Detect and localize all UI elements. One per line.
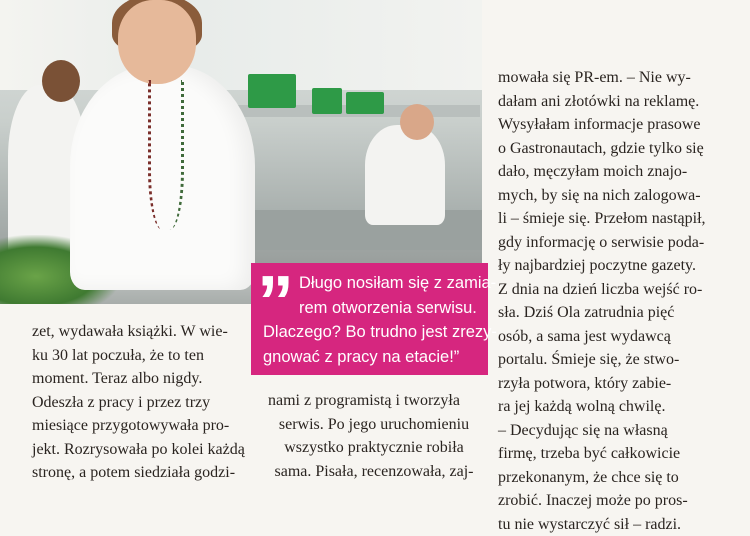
- text-line: przekonanym, że chce się to: [498, 466, 712, 490]
- quote-mark-icon: ”: [257, 265, 288, 339]
- pull-quote-line: rem otworzenia serwisu.: [263, 296, 482, 321]
- text-line: li – śmieje się. Przełom nastąpił,: [498, 207, 712, 231]
- article-column-right: [498, 66, 712, 536]
- text-line: – Decydując się na własną: [498, 419, 712, 443]
- pull-quote: [251, 263, 488, 375]
- pull-quote-line: gnować z pracy na etacie!”: [263, 345, 482, 370]
- text-line: Wysyłałam informacje prasowe: [498, 113, 712, 137]
- pull-quote-text: [263, 271, 482, 369]
- article-column-middle: [268, 389, 480, 483]
- chef-right: [365, 125, 445, 225]
- green-container: [312, 88, 342, 114]
- pull-quote-line: Dlaczego? Bo trudno jest zrezy-: [263, 320, 482, 345]
- text-line: mowała się PR-em. – Nie wy-: [498, 66, 712, 90]
- article-column-left: [32, 320, 244, 485]
- text-line: firmę, trzeba być całkowicie: [498, 442, 712, 466]
- text-line: dałam ani złotówki na reklamę.: [498, 90, 712, 114]
- text-line: ku 30 lat poczuła, że to ten: [32, 344, 244, 368]
- woman-face: [118, 0, 196, 84]
- text-line: ły najbardziej poczytne gazety.: [498, 254, 712, 278]
- text-line: rzyła potwora, który zabie-: [498, 372, 712, 396]
- green-container: [248, 74, 296, 108]
- pull-quote-line: Długo nosiłam się z zamia-: [263, 271, 482, 296]
- text-line: Z dnia na dzień liczba wejść ro-: [498, 278, 712, 302]
- text-line: wszystko praktycznie robiła: [268, 436, 480, 460]
- text-line: ra jej każdą wolną chwilę.: [498, 395, 712, 419]
- necklace: [148, 80, 184, 230]
- text-line: sama. Pisała, recenzowała, zaj-: [268, 460, 480, 484]
- text-line: zrobić. Inaczej może po pros-: [498, 489, 712, 513]
- chef-right-head: [400, 104, 434, 140]
- text-line: portalu. Śmieje się, że stwo-: [498, 348, 712, 372]
- text-line: mych, by się na nich zalogowa-: [498, 184, 712, 208]
- chef-left-head: [42, 60, 80, 102]
- text-line: dało, męczyłam moich znajo-: [498, 160, 712, 184]
- text-line: stronę, a potem siedziała godzi-: [32, 461, 244, 485]
- text-line: Odeszła z pracy i przez trzy: [32, 391, 244, 415]
- text-line: jekt. Rozrysowała po kolei każdą: [32, 438, 244, 462]
- text-line: sła. Dziś Ola zatrudnia pięć: [498, 301, 712, 325]
- text-line: o Gastronautach, gdzie tylko się: [498, 137, 712, 161]
- text-line: serwis. Po jego uruchomieniu: [268, 413, 480, 437]
- text-line: nami z programistą i tworzyła: [268, 389, 480, 413]
- text-line: miesiące przygotowywała pro-: [32, 414, 244, 438]
- text-line: zet, wydawała książki. W wie-: [32, 320, 244, 344]
- article-photo: [0, 0, 482, 304]
- text-line: moment. Teraz albo nigdy.: [32, 367, 244, 391]
- text-line: gdy informację o serwisie poda-: [498, 231, 712, 255]
- text-line: tu nie wystarczyć sił – radzi.: [498, 513, 712, 536]
- text-line: osób, a sama jest wydawcą: [498, 325, 712, 349]
- green-container: [346, 92, 384, 114]
